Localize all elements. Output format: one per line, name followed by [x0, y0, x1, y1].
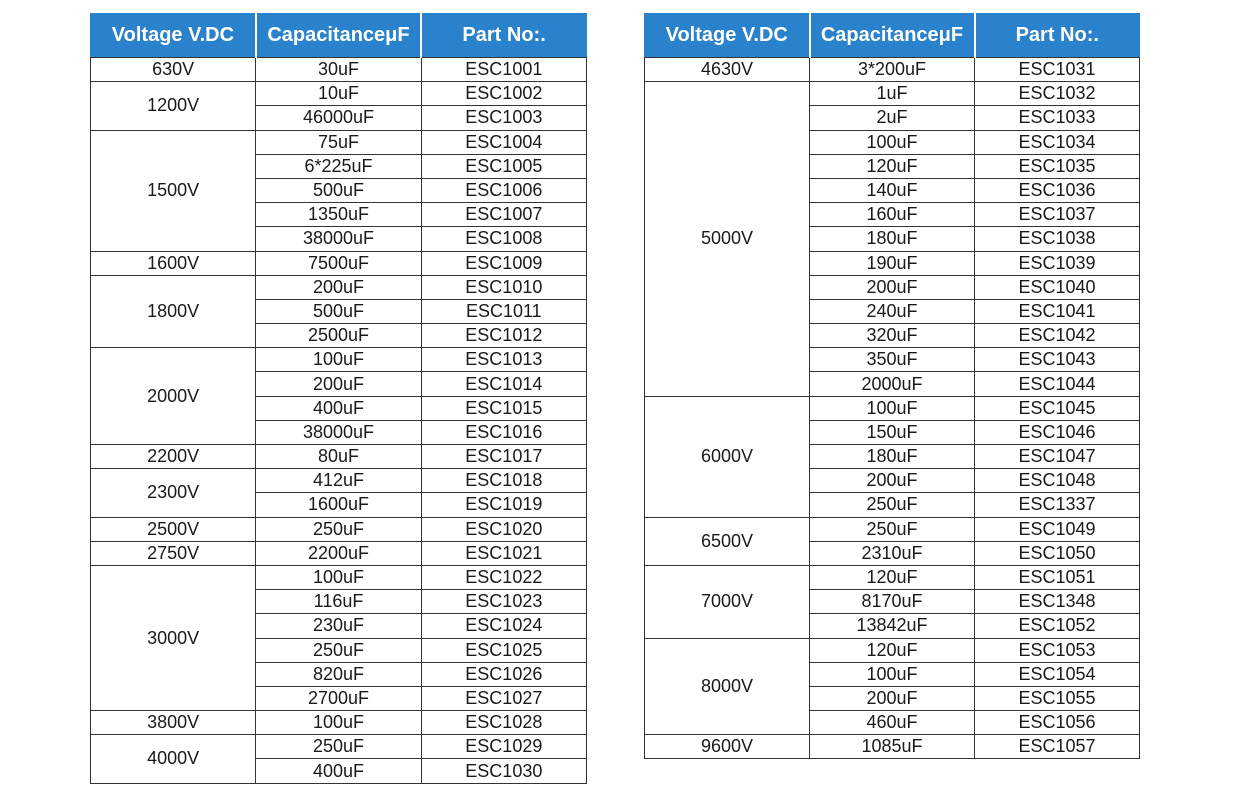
- part-number-cell: ESC1048: [975, 469, 1140, 493]
- capacitance-cell: 820uF: [256, 662, 421, 686]
- capacitance-cell: 140uF: [810, 178, 975, 202]
- capacitor-spec-table-right: [644, 13, 1140, 759]
- part-number-cell: ESC1051: [975, 565, 1140, 589]
- part-number-cell: ESC1043: [975, 348, 1140, 372]
- part-number-cell: ESC1348: [975, 590, 1140, 614]
- voltage-cell: 5000V: [645, 82, 810, 396]
- table-row: [645, 735, 1140, 759]
- part-number-cell: ESC1057: [975, 735, 1140, 759]
- part-number-cell: ESC1003: [421, 106, 586, 130]
- part-number-cell: ESC1035: [975, 154, 1140, 178]
- part-number-cell: ESC1015: [421, 396, 586, 420]
- capacitance-cell: 500uF: [256, 178, 421, 202]
- capacitor-spec-table-left: [90, 13, 587, 784]
- part-number-cell: ESC1002: [421, 82, 586, 106]
- part-number-cell: ESC1006: [421, 178, 586, 202]
- capacitance-cell: 38000uF: [256, 227, 421, 251]
- part-number-cell: ESC1031: [975, 58, 1140, 82]
- capacitance-cell: 38000uF: [256, 420, 421, 444]
- part-number-cell: ESC1010: [421, 275, 586, 299]
- capacitance-cell: 200uF: [256, 275, 421, 299]
- capacitance-cell: 100uF: [256, 565, 421, 589]
- capacitance-cell: 120uF: [810, 638, 975, 662]
- part-number-cell: ESC1012: [421, 324, 586, 348]
- part-number-cell: ESC1025: [421, 638, 586, 662]
- part-number-cell: ESC1044: [975, 372, 1140, 396]
- part-number-cell: ESC1038: [975, 227, 1140, 251]
- capacitance-cell: 75uF: [256, 130, 421, 154]
- capacitance-cell: 180uF: [810, 227, 975, 251]
- header-voltage: Voltage V.DC: [645, 14, 810, 58]
- voltage-cell: 630V: [91, 58, 256, 82]
- capacitance-cell: 160uF: [810, 203, 975, 227]
- part-number-cell: ESC1053: [975, 638, 1140, 662]
- part-number-cell: ESC1034: [975, 130, 1140, 154]
- table-row: [91, 58, 587, 82]
- table-header-row: [91, 14, 587, 58]
- part-number-cell: ESC1022: [421, 565, 586, 589]
- capacitance-cell: 240uF: [810, 299, 975, 323]
- table-row: [645, 565, 1140, 589]
- capacitance-cell: 13842uF: [810, 614, 975, 638]
- voltage-cell: 2200V: [91, 445, 256, 469]
- part-number-cell: ESC1027: [421, 686, 586, 710]
- table-row: [91, 541, 587, 565]
- part-number-cell: ESC1023: [421, 590, 586, 614]
- table-row: [645, 82, 1140, 106]
- header-voltage: Voltage V.DC: [91, 14, 256, 58]
- capacitance-cell: 250uF: [256, 517, 421, 541]
- part-number-cell: ESC1018: [421, 469, 586, 493]
- part-number-cell: ESC1036: [975, 178, 1140, 202]
- capacitance-cell: 1085uF: [810, 735, 975, 759]
- voltage-cell: 6000V: [645, 396, 810, 517]
- voltage-cell: 3800V: [91, 711, 256, 735]
- part-number-cell: ESC1026: [421, 662, 586, 686]
- voltage-cell: 2500V: [91, 517, 256, 541]
- part-number-cell: ESC1030: [421, 759, 586, 783]
- part-number-cell: ESC1056: [975, 711, 1140, 735]
- voltage-cell: 1800V: [91, 275, 256, 348]
- capacitance-cell: 2000uF: [810, 372, 975, 396]
- capacitance-cell: 2700uF: [256, 686, 421, 710]
- header-capacitance: CapacitanceμF: [810, 14, 975, 58]
- table-row: [645, 396, 1140, 420]
- table-row: [645, 517, 1140, 541]
- table-row: [91, 711, 587, 735]
- part-number-cell: ESC1032: [975, 82, 1140, 106]
- part-number-cell: ESC1047: [975, 445, 1140, 469]
- part-number-cell: ESC1028: [421, 711, 586, 735]
- part-number-cell: ESC1039: [975, 251, 1140, 275]
- capacitance-cell: 230uF: [256, 614, 421, 638]
- voltage-cell: 4000V: [91, 735, 256, 783]
- table-row: [91, 130, 587, 154]
- part-number-cell: ESC1021: [421, 541, 586, 565]
- part-number-cell: ESC1054: [975, 662, 1140, 686]
- part-number-cell: ESC1013: [421, 348, 586, 372]
- capacitance-cell: 100uF: [810, 130, 975, 154]
- table-row: [91, 445, 587, 469]
- part-number-cell: ESC1019: [421, 493, 586, 517]
- voltage-cell: 7000V: [645, 565, 810, 638]
- part-number-cell: ESC1037: [975, 203, 1140, 227]
- capacitance-cell: 8170uF: [810, 590, 975, 614]
- capacitance-cell: 200uF: [810, 275, 975, 299]
- part-number-cell: ESC1337: [975, 493, 1140, 517]
- capacitance-cell: 200uF: [810, 686, 975, 710]
- table-row: [91, 82, 587, 106]
- part-number-cell: ESC1046: [975, 420, 1140, 444]
- capacitance-cell: 400uF: [256, 396, 421, 420]
- capacitance-cell: 500uF: [256, 299, 421, 323]
- capacitance-cell: 116uF: [256, 590, 421, 614]
- capacitance-cell: 1600uF: [256, 493, 421, 517]
- voltage-cell: 1200V: [91, 82, 256, 130]
- capacitance-cell: 320uF: [810, 324, 975, 348]
- capacitance-cell: 412uF: [256, 469, 421, 493]
- capacitance-cell: 30uF: [256, 58, 421, 82]
- capacitance-cell: 1350uF: [256, 203, 421, 227]
- header-capacitance: CapacitanceμF: [256, 14, 421, 58]
- table-row: [645, 58, 1140, 82]
- capacitance-cell: 150uF: [810, 420, 975, 444]
- part-number-cell: ESC1029: [421, 735, 586, 759]
- part-number-cell: ESC1011: [421, 299, 586, 323]
- capacitance-cell: 100uF: [810, 396, 975, 420]
- capacitance-cell: 250uF: [256, 638, 421, 662]
- capacitance-cell: 180uF: [810, 445, 975, 469]
- capacitance-cell: 190uF: [810, 251, 975, 275]
- capacitance-cell: 250uF: [256, 735, 421, 759]
- voltage-cell: 2750V: [91, 541, 256, 565]
- part-number-cell: ESC1014: [421, 372, 586, 396]
- part-number-cell: ESC1016: [421, 420, 586, 444]
- capacitance-cell: 100uF: [256, 711, 421, 735]
- table-row: [91, 348, 587, 372]
- part-number-cell: ESC1005: [421, 154, 586, 178]
- capacitance-cell: 2uF: [810, 106, 975, 130]
- capacitance-cell: 100uF: [810, 662, 975, 686]
- voltage-cell: 1600V: [91, 251, 256, 275]
- table-row: [91, 565, 587, 589]
- part-number-cell: ESC1050: [975, 541, 1140, 565]
- capacitance-cell: 200uF: [256, 372, 421, 396]
- capacitance-cell: 120uF: [810, 565, 975, 589]
- table-row: [645, 638, 1140, 662]
- part-number-cell: ESC1004: [421, 130, 586, 154]
- capacitance-cell: 250uF: [810, 517, 975, 541]
- capacitance-cell: 46000uF: [256, 106, 421, 130]
- capacitance-cell: 400uF: [256, 759, 421, 783]
- capacitance-cell: 3*200uF: [810, 58, 975, 82]
- part-number-cell: ESC1055: [975, 686, 1140, 710]
- capacitance-cell: 100uF: [256, 348, 421, 372]
- capacitance-cell: 6*225uF: [256, 154, 421, 178]
- capacitance-cell: 250uF: [810, 493, 975, 517]
- part-number-cell: ESC1040: [975, 275, 1140, 299]
- capacitance-cell: 120uF: [810, 154, 975, 178]
- header-part-no: Part No:.: [975, 14, 1140, 58]
- voltage-cell: 2000V: [91, 348, 256, 445]
- part-number-cell: ESC1020: [421, 517, 586, 541]
- part-number-cell: ESC1049: [975, 517, 1140, 541]
- part-number-cell: ESC1009: [421, 251, 586, 275]
- table-row: [91, 735, 587, 759]
- capacitance-cell: 1uF: [810, 82, 975, 106]
- capacitance-cell: 7500uF: [256, 251, 421, 275]
- capacitance-cell: 2500uF: [256, 324, 421, 348]
- table-row: [91, 469, 587, 493]
- part-number-cell: ESC1007: [421, 203, 586, 227]
- header-part-no: Part No:.: [421, 14, 586, 58]
- voltage-cell: 2300V: [91, 469, 256, 517]
- part-number-cell: ESC1033: [975, 106, 1140, 130]
- capacitance-cell: 10uF: [256, 82, 421, 106]
- table-row: [91, 251, 587, 275]
- capacitance-cell: 460uF: [810, 711, 975, 735]
- part-number-cell: ESC1017: [421, 445, 586, 469]
- table-row: [91, 517, 587, 541]
- part-number-cell: ESC1008: [421, 227, 586, 251]
- part-number-cell: ESC1041: [975, 299, 1140, 323]
- capacitance-cell: 80uF: [256, 445, 421, 469]
- voltage-cell: 4630V: [645, 58, 810, 82]
- voltage-cell: 3000V: [91, 565, 256, 710]
- part-number-cell: ESC1042: [975, 324, 1140, 348]
- voltage-cell: 1500V: [91, 130, 256, 251]
- part-number-cell: ESC1024: [421, 614, 586, 638]
- part-number-cell: ESC1052: [975, 614, 1140, 638]
- capacitance-cell: 2310uF: [810, 541, 975, 565]
- capacitance-cell: 200uF: [810, 469, 975, 493]
- part-number-cell: ESC1045: [975, 396, 1140, 420]
- table-header-row: [645, 14, 1140, 58]
- table-row: [91, 275, 587, 299]
- part-number-cell: ESC1001: [421, 58, 586, 82]
- capacitance-cell: 2200uF: [256, 541, 421, 565]
- capacitance-cell: 350uF: [810, 348, 975, 372]
- voltage-cell: 9600V: [645, 735, 810, 759]
- voltage-cell: 6500V: [645, 517, 810, 565]
- voltage-cell: 8000V: [645, 638, 810, 735]
